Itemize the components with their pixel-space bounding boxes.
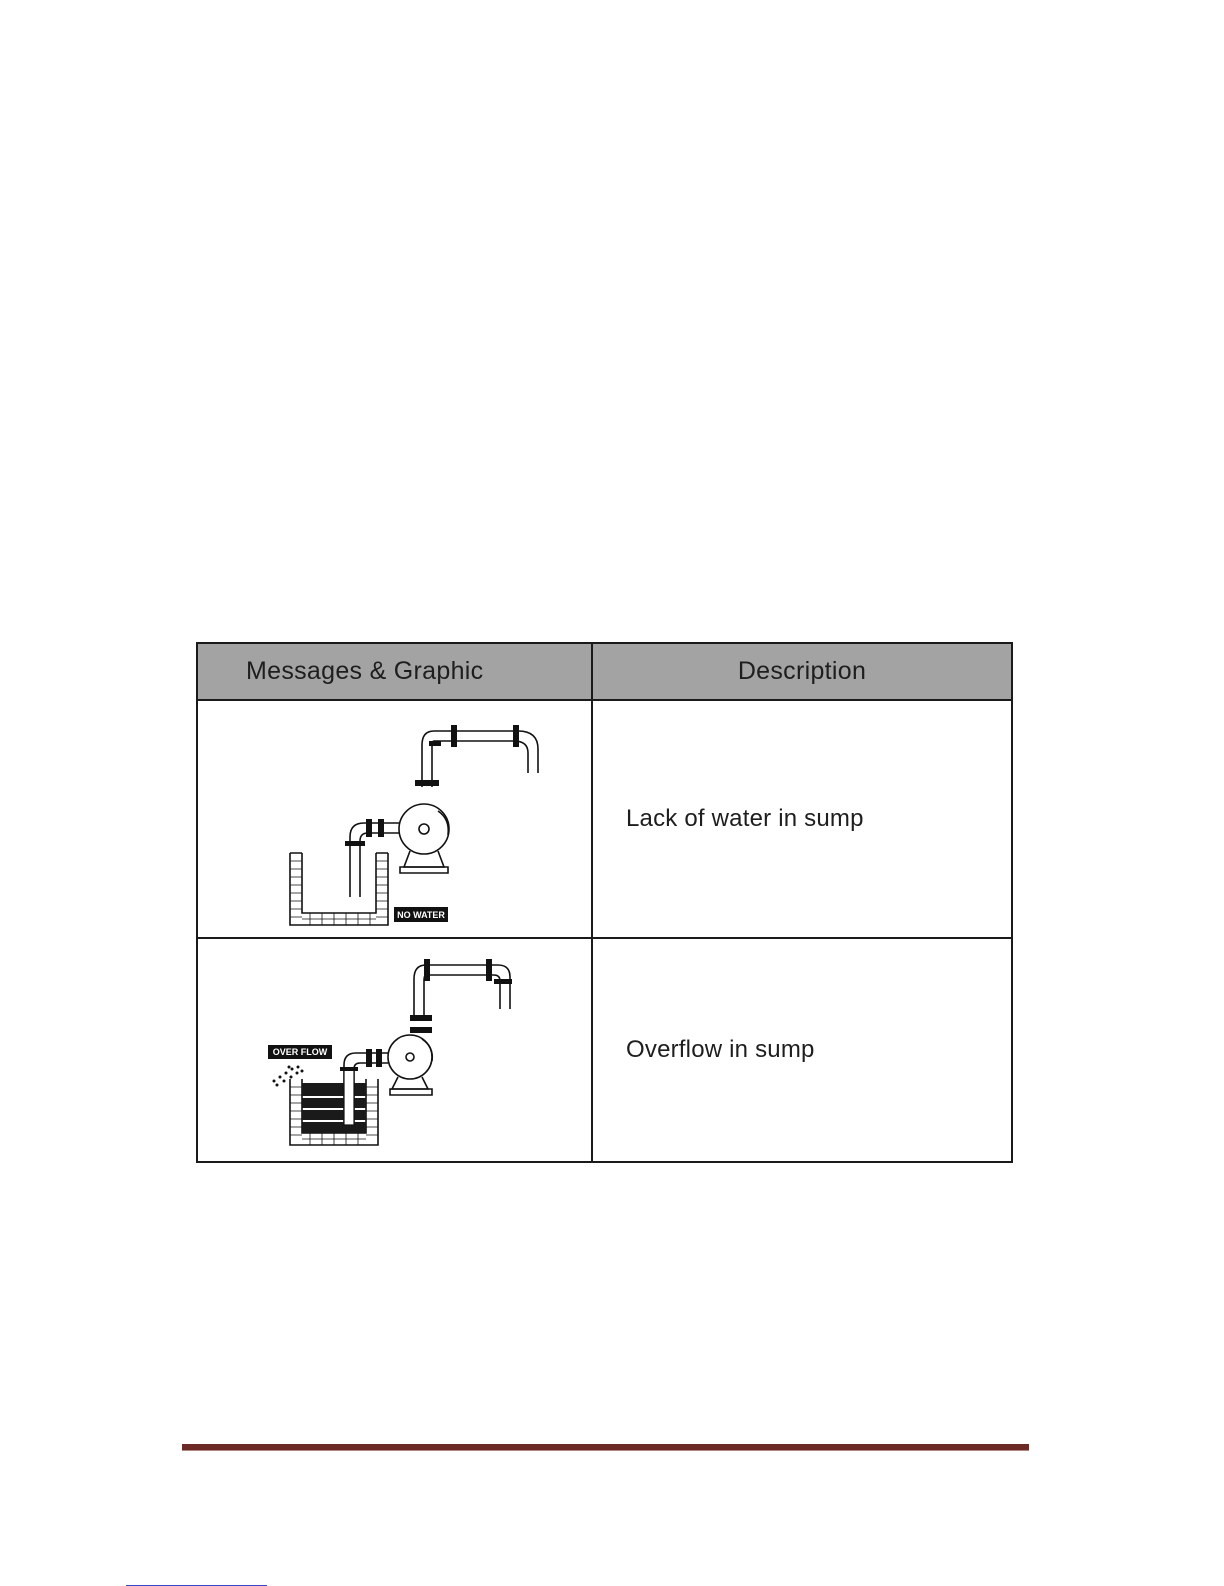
no-water-description: Lack of water in sump — [592, 700, 1012, 938]
no-water-graphic-cell — [197, 700, 592, 938]
overflow-description: Overflow in sump — [592, 938, 1012, 1162]
table-header-row — [197, 643, 1012, 700]
no-water-badge: NO WATER — [397, 910, 445, 920]
table-row — [197, 700, 1012, 938]
overflow-badge: OVER FLOW — [272, 1047, 328, 1057]
pump-no-water-icon — [198, 701, 593, 937]
overflow-graphic-cell — [197, 938, 592, 1162]
header-description: Description — [592, 643, 1012, 700]
table-row — [197, 938, 1012, 1162]
header-messages-graphic: Messages & Graphic — [197, 643, 592, 700]
messages-table — [196, 642, 1013, 1163]
pump-overflow-icon — [198, 939, 593, 1161]
footer-divider — [182, 1444, 1029, 1451]
